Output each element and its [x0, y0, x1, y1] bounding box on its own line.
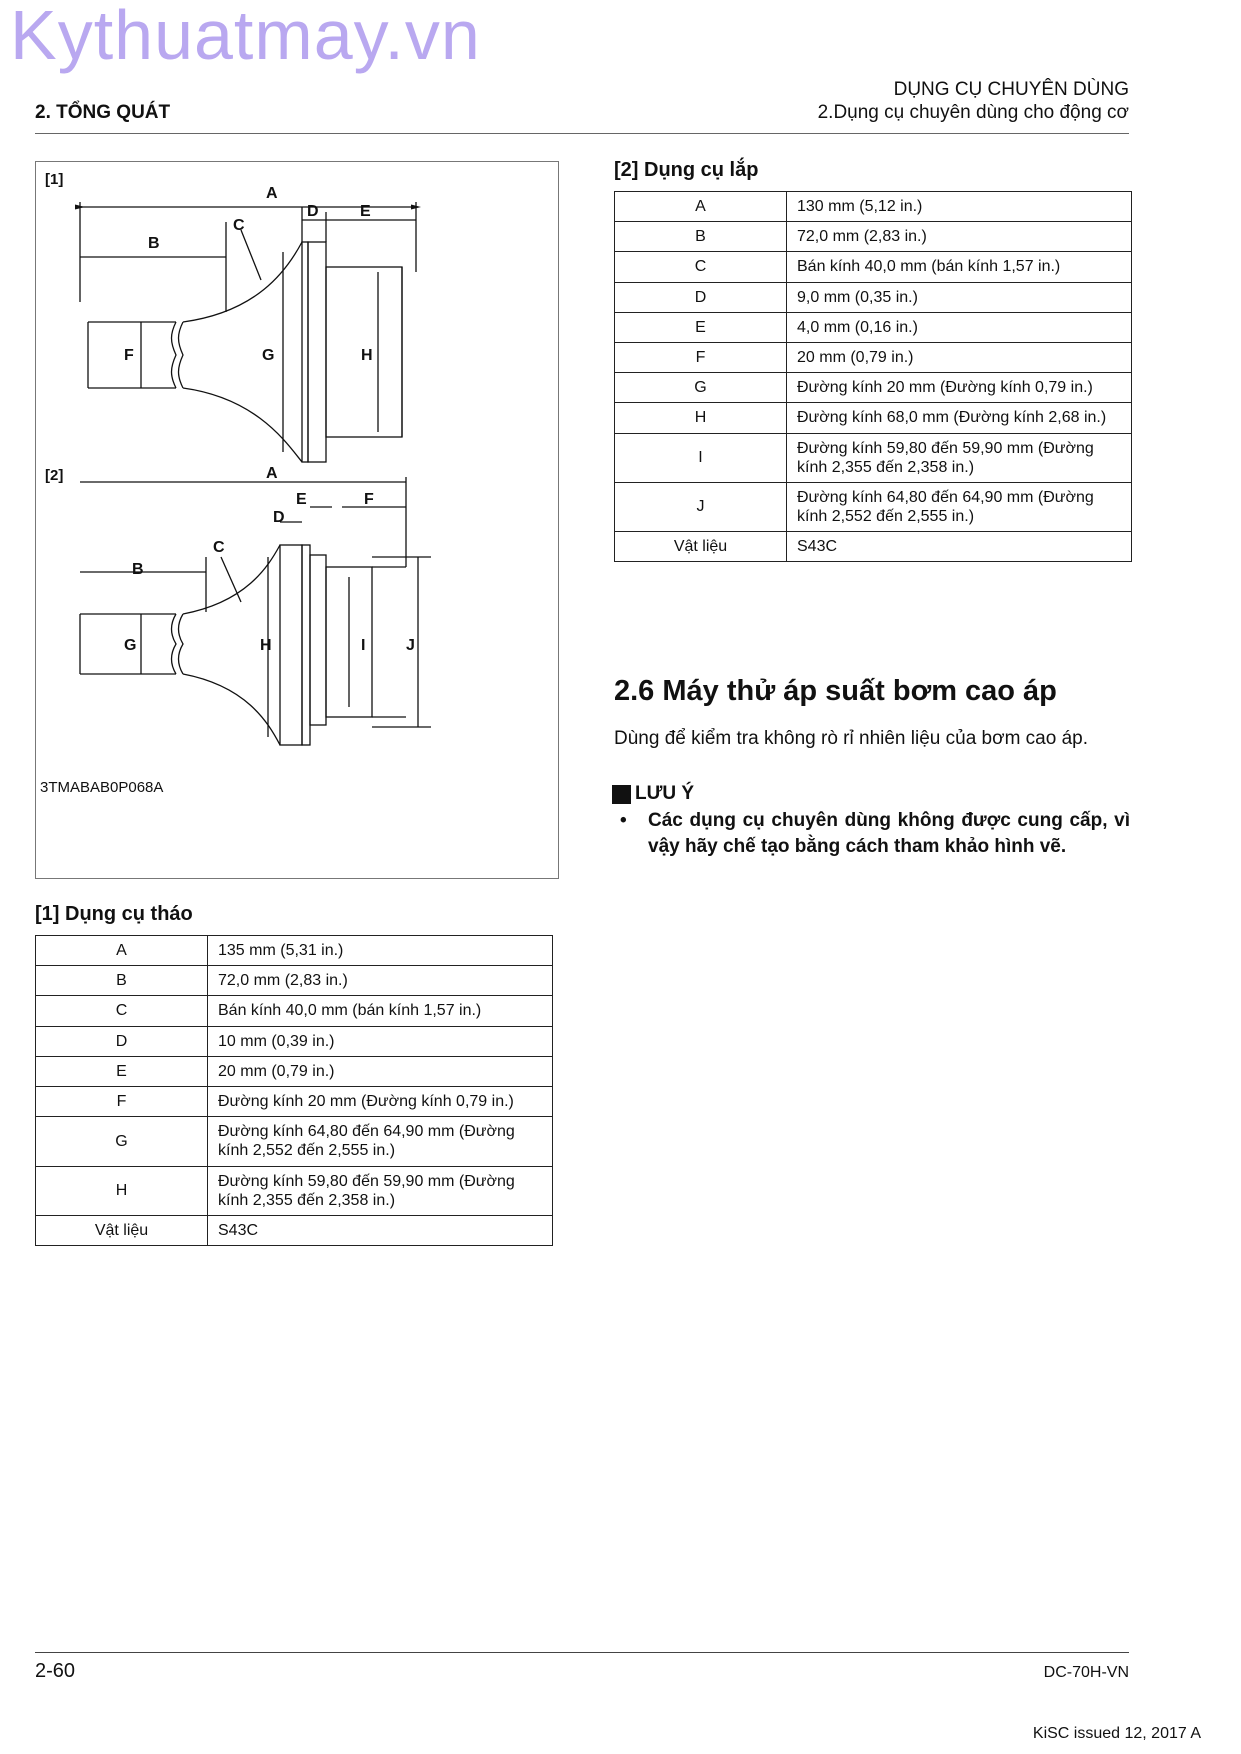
dim2-F: F [364, 491, 374, 508]
figure-code: 3TMABAB0P068A [40, 779, 164, 796]
spec-key: E [36, 1056, 208, 1086]
table-row [36, 1056, 553, 1086]
page-subtitle: 2.Dụng cụ chuyên dùng cho động cơ [817, 102, 1129, 123]
dim1-C: C [233, 217, 245, 234]
spec-key: H [615, 403, 787, 433]
spec-key: Vật liệu [36, 1215, 208, 1245]
spec-value: Bán kính 40,0 mm (bán kính 1,57 in.) [208, 996, 553, 1026]
spec-key: J [615, 482, 787, 531]
table-row [36, 1026, 553, 1056]
watermark: Kythuatmay.vn [10, 0, 481, 74]
dim1-A: A [266, 185, 278, 202]
section-paragraph: Dùng để kiểm tra không rò rỉ nhiên liệu của bơm cao áp. [614, 728, 1088, 749]
table-row [615, 433, 1132, 482]
table-row [615, 403, 1132, 433]
spec-value: 72,0 mm (2,83 in.) [208, 966, 553, 996]
footer-rule [35, 1652, 1129, 1653]
figure-label-1: [1] [45, 171, 64, 188]
dim2-B: B [132, 561, 144, 578]
figure-label-2: [2] [45, 467, 64, 484]
spec-value: Đường kính 64,80 đến 64,90 mm (Đường kính 2,552 đến 2,555 in.) [787, 482, 1132, 531]
spec-key: E [615, 312, 787, 342]
header-rule [35, 133, 1129, 134]
dim2-E: E [296, 491, 307, 508]
spec-value: Đường kính 20 mm (Đường kính 0,79 in.) [208, 1086, 553, 1116]
spec-key: A [615, 192, 787, 222]
spec-key: Vật liệu [615, 532, 787, 562]
spec-key: D [36, 1026, 208, 1056]
table-row [36, 1117, 553, 1166]
spec-key: I [615, 433, 787, 482]
spec-value: 9,0 mm (0,35 in.) [787, 282, 1132, 312]
note-label-text: LƯU Ý [635, 783, 695, 804]
table-row [615, 482, 1132, 531]
spec-key: G [615, 373, 787, 403]
document-code: DC-70H-VN [1043, 1664, 1129, 1681]
dim1-H: H [361, 347, 373, 364]
spec-value: 130 mm (5,12 in.) [787, 192, 1132, 222]
spec-value: Bán kính 40,0 mm (bán kính 1,57 in.) [787, 252, 1132, 282]
table-row [36, 1086, 553, 1116]
spec-value: 20 mm (0,79 in.) [208, 1056, 553, 1086]
table1-caption: [1] Dụng cụ tháo [35, 903, 193, 925]
table2 [614, 191, 1132, 562]
table-row [615, 342, 1132, 372]
section-heading: 2.6 Máy thử áp suất bơm cao áp [614, 675, 1057, 707]
dim1-G: G [262, 347, 275, 364]
table-row [615, 312, 1132, 342]
spec-value: Đường kính 20 mm (Đường kính 0,79 in.) [787, 373, 1132, 403]
note-bullet: • [620, 810, 627, 831]
spec-key: C [36, 996, 208, 1026]
spec-value: S43C [787, 532, 1132, 562]
table-row [36, 996, 553, 1026]
table-row [615, 282, 1132, 312]
table1 [35, 935, 553, 1246]
note-text: Các dụng cụ chuyên dùng không được cung cấp, vì vậy hãy chế tạo bằng cách tham khảo hình vẽ. [648, 810, 1130, 857]
spec-value: 135 mm (5,31 in.) [208, 936, 553, 966]
spec-value: Đường kính 59,80 đến 59,90 mm (Đường kính 2,355 đến 2,358 in.) [208, 1166, 553, 1215]
dim1-F: F [124, 347, 134, 364]
dim2-G: G [124, 637, 137, 654]
dim2-D: D [273, 509, 285, 526]
table-row [36, 966, 553, 996]
table2-caption: [2] Dụng cụ lắp [614, 159, 759, 181]
table-row [615, 532, 1132, 562]
spec-key: F [615, 342, 787, 372]
spec-key: C [615, 252, 787, 282]
spec-value: 10 mm (0,39 in.) [208, 1026, 553, 1056]
section-header: 2. TỔNG QUÁT [35, 102, 171, 123]
dim2-I: I [361, 637, 366, 654]
spec-key: B [36, 966, 208, 996]
spec-key: G [36, 1117, 208, 1166]
spec-value: Đường kính 64,80 đến 64,90 mm (Đường kính 2,552 đến 2,555 in.) [208, 1117, 553, 1166]
note-square-icon [612, 785, 631, 804]
table-row [615, 192, 1132, 222]
dim2-H: H [260, 637, 272, 654]
spec-value: 20 mm (0,79 in.) [787, 342, 1132, 372]
table-row [615, 373, 1132, 403]
page-number: 2-60 [35, 1660, 76, 1682]
table-row [36, 1215, 553, 1245]
page-title: DỤNG CỤ CHUYÊN DÙNG [893, 79, 1129, 100]
spec-value: 72,0 mm (2,83 in.) [787, 222, 1132, 252]
dim2-A: A [266, 465, 278, 482]
spec-key: F [36, 1086, 208, 1116]
issued-label: KiSC issued 12, 2017 A [1032, 1725, 1201, 1742]
tool-drawing-figure [35, 161, 559, 879]
table-row [36, 936, 553, 966]
note-label [612, 783, 694, 805]
dim1-B: B [148, 235, 160, 252]
table-row [36, 1166, 553, 1215]
spec-key: A [36, 936, 208, 966]
table-row [615, 222, 1132, 252]
note-body [620, 808, 1130, 859]
spec-key: H [36, 1166, 208, 1215]
table-row [615, 252, 1132, 282]
spec-key: B [615, 222, 787, 252]
spec-value: 4,0 mm (0,16 in.) [787, 312, 1132, 342]
tool-drawing [36, 162, 558, 878]
spec-key: D [615, 282, 787, 312]
dim1-D: D [307, 203, 319, 220]
spec-value: S43C [208, 1215, 553, 1245]
dim1-E: E [360, 203, 371, 220]
dim2-C: C [213, 539, 225, 556]
spec-value: Đường kính 59,80 đến 59,90 mm (Đường kính 2,355 đến 2,358 in.) [787, 433, 1132, 482]
spec-value: Đường kính 68,0 mm (Đường kính 2,68 in.) [787, 403, 1132, 433]
dim2-J: J [406, 637, 415, 654]
